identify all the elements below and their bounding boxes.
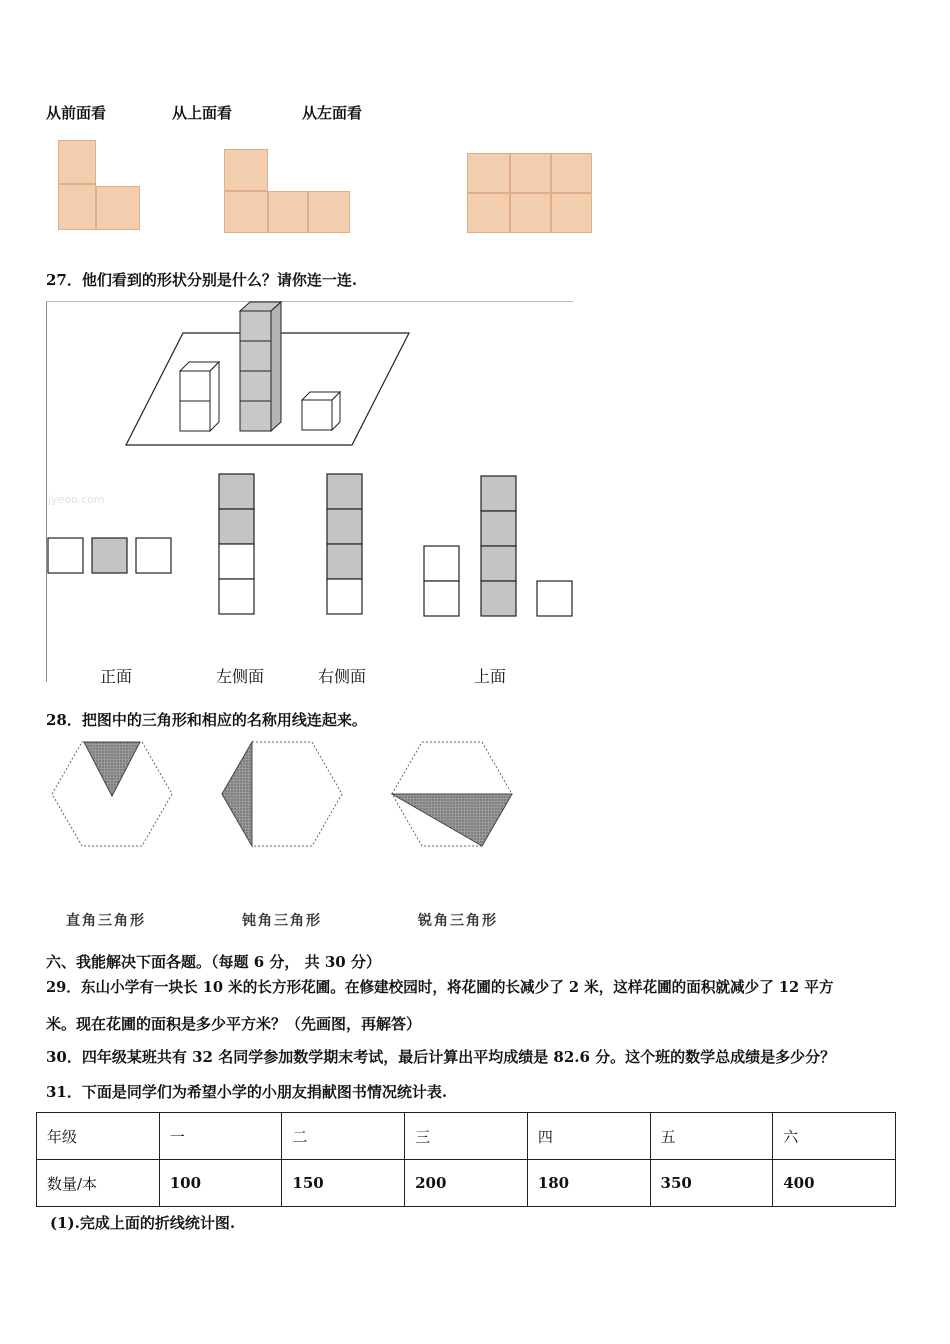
caption-left-side: 左侧面 xyxy=(216,667,265,686)
donation-table xyxy=(36,1112,896,1207)
table-cell: 100 xyxy=(159,1160,282,1207)
section6-heading: 六、我能解决下面各题。（每题 6 分， 共 30 分） xyxy=(46,953,381,971)
triangle-name-obtuse: 钝角三角形 xyxy=(242,913,322,929)
table-cell: 350 xyxy=(650,1160,773,1207)
view-label-front: 从前面看 xyxy=(46,104,107,122)
table-cell: 六 xyxy=(773,1113,896,1160)
watermark-text: jyeoo.com xyxy=(48,493,105,506)
view-label-top: 从上面看 xyxy=(172,104,233,122)
caption-top: 上面 xyxy=(474,667,507,686)
table-cell: 三 xyxy=(405,1113,528,1160)
table-cell: 180 xyxy=(527,1160,650,1207)
caption-front: 正面 xyxy=(100,667,133,686)
table-cell: 一 xyxy=(159,1113,282,1160)
q27-text: 27．他们看到的形状分别是什么？请你连一连. xyxy=(46,271,358,289)
table-cell: 200 xyxy=(405,1160,528,1207)
view-label-left: 从左面看 xyxy=(302,104,363,122)
caption-right-side: 右侧面 xyxy=(318,667,367,686)
table-cell: 数量/本 xyxy=(37,1160,160,1207)
table-cell: 400 xyxy=(773,1160,896,1207)
q28-text: 28．把图中的三角形和相应的名称用线连起来。 xyxy=(46,711,367,729)
q30-text: 30．四年级某班共有 32 名同学参加数学期末考试，最后计算出平均成绩是 82.6 分。这个班的数学总成绩是多少分？ xyxy=(46,1048,836,1066)
q29-line1: 29．东山小学有一块长 10 米的长方形花圃。在修建校园时，将花圃的长减少了 2 米，这样花圃的面积就减少了 12 平方 xyxy=(46,979,834,996)
q29-line2: 米。现在花圃的面积是多少平方米？（先画图，再解答） xyxy=(46,1015,422,1033)
table-cell: 四 xyxy=(527,1113,650,1160)
table-cell: 150 xyxy=(282,1160,405,1207)
table-cell: 二 xyxy=(282,1113,405,1160)
triangle-name-acute: 锐角三角形 xyxy=(418,913,498,929)
table-cell: 年级 xyxy=(37,1113,160,1160)
q31-text: 31．下面是同学们为希望小学的小朋友捐献图书情况统计表. xyxy=(46,1083,448,1101)
triangle-name-right: 直角三角形 xyxy=(66,913,146,929)
q28-hexagons xyxy=(0,730,950,860)
q31-sub1: (1).完成上面的折线统计图. xyxy=(50,1214,236,1232)
table-cell: 五 xyxy=(650,1113,773,1160)
table-row xyxy=(37,1160,896,1207)
table-header-row xyxy=(37,1113,896,1160)
